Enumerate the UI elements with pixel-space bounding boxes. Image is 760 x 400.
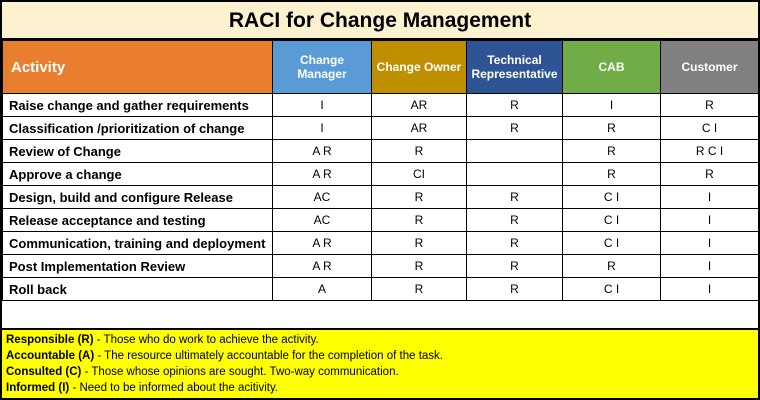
- spacer: [2, 301, 758, 328]
- raci-cell: AR: [372, 94, 467, 117]
- raci-cell: [467, 163, 563, 186]
- column-header-change-owner: Change Owner: [372, 41, 467, 94]
- raci-cell: A R: [273, 163, 372, 186]
- raci-cell: R: [467, 94, 563, 117]
- raci-cell: R: [372, 140, 467, 163]
- legend-item: Consulted (C) - Those whose opinions are sought. Two-way communication.: [6, 366, 399, 378]
- raci-cell: C I: [563, 186, 661, 209]
- raci-cell: AC: [273, 186, 372, 209]
- raci-cell: I: [661, 255, 759, 278]
- table-row: [3, 140, 759, 163]
- activity-cell: Release acceptance and testing: [3, 209, 273, 232]
- raci-cell: R: [372, 209, 467, 232]
- raci-cell: A R: [273, 255, 372, 278]
- page-title: RACI for Change Management: [2, 2, 758, 40]
- activity-cell: Classification /prioritization of change: [3, 117, 273, 140]
- raci-cell: R: [467, 186, 563, 209]
- raci-cell: R: [563, 140, 661, 163]
- column-header-customer: Customer: [661, 41, 759, 94]
- table-row: [3, 209, 759, 232]
- table-row: [3, 278, 759, 301]
- raci-cell: R: [467, 117, 563, 140]
- raci-table: [2, 40, 759, 301]
- raci-cell: AC: [273, 209, 372, 232]
- header-row: [3, 41, 759, 94]
- raci-cell: R: [467, 209, 563, 232]
- table-row: [3, 163, 759, 186]
- table-body: [3, 94, 759, 301]
- table-row: [3, 255, 759, 278]
- raci-cell: C I: [563, 278, 661, 301]
- raci-cell: R: [563, 163, 661, 186]
- raci-cell: A R: [273, 232, 372, 255]
- column-header-technical-representative: Technical Representative: [467, 41, 563, 94]
- column-header-cab: CAB: [563, 41, 661, 94]
- raci-cell: C I: [563, 232, 661, 255]
- raci-cell: I: [661, 186, 759, 209]
- raci-cell: I: [563, 94, 661, 117]
- raci-cell: CI: [372, 163, 467, 186]
- raci-cell: I: [273, 117, 372, 140]
- column-header-change-manager: Change Manager: [273, 41, 372, 94]
- column-header-activity: Activity: [3, 41, 273, 94]
- raci-cell: I: [661, 278, 759, 301]
- activity-cell: Communication, training and deployment: [3, 232, 273, 255]
- raci-cell: I: [661, 232, 759, 255]
- activity-cell: Roll back: [3, 278, 273, 301]
- legend-term: Accountable (A): [6, 350, 95, 362]
- legend-term: Consulted (C): [6, 366, 82, 378]
- legend-term: Informed (I): [6, 382, 70, 394]
- raci-cell: R: [372, 255, 467, 278]
- legend: [2, 328, 758, 398]
- legend-item: Accountable (A) - The resource ultimately accountable for the completion of the task.: [6, 350, 443, 362]
- raci-cell: C I: [563, 209, 661, 232]
- table-row: [3, 232, 759, 255]
- table-row: [3, 117, 759, 140]
- raci-cell: R: [661, 94, 759, 117]
- raci-cell: R: [467, 232, 563, 255]
- activity-cell: Design, build and configure Release: [3, 186, 273, 209]
- legend-term: Responsible (R): [6, 334, 94, 346]
- raci-cell: R: [563, 255, 661, 278]
- raci-cell: I: [273, 94, 372, 117]
- raci-cell: R: [661, 163, 759, 186]
- legend-item: Responsible (R) - Those who do work to achieve the activity.: [6, 334, 319, 346]
- table-row: [3, 186, 759, 209]
- activity-cell: Raise change and gather requirements: [3, 94, 273, 117]
- raci-cell: R: [372, 186, 467, 209]
- activity-cell: Post Implementation Review: [3, 255, 273, 278]
- raci-cell: C I: [661, 117, 759, 140]
- raci-cell: [467, 140, 563, 163]
- raci-cell: R: [372, 278, 467, 301]
- raci-cell: R: [563, 117, 661, 140]
- raci-cell: I: [661, 209, 759, 232]
- raci-cell: R: [372, 232, 467, 255]
- raci-cell: A R: [273, 140, 372, 163]
- legend-item: Informed (I) - Need to be informed about the acitivity.: [6, 382, 279, 394]
- table-row: [3, 94, 759, 117]
- raci-cell: R: [467, 278, 563, 301]
- raci-cell: A: [273, 278, 372, 301]
- raci-cell: AR: [372, 117, 467, 140]
- raci-cell: R: [467, 255, 563, 278]
- activity-cell: Review of Change: [3, 140, 273, 163]
- activity-cell: Approve a change: [3, 163, 273, 186]
- raci-cell: R C I: [661, 140, 759, 163]
